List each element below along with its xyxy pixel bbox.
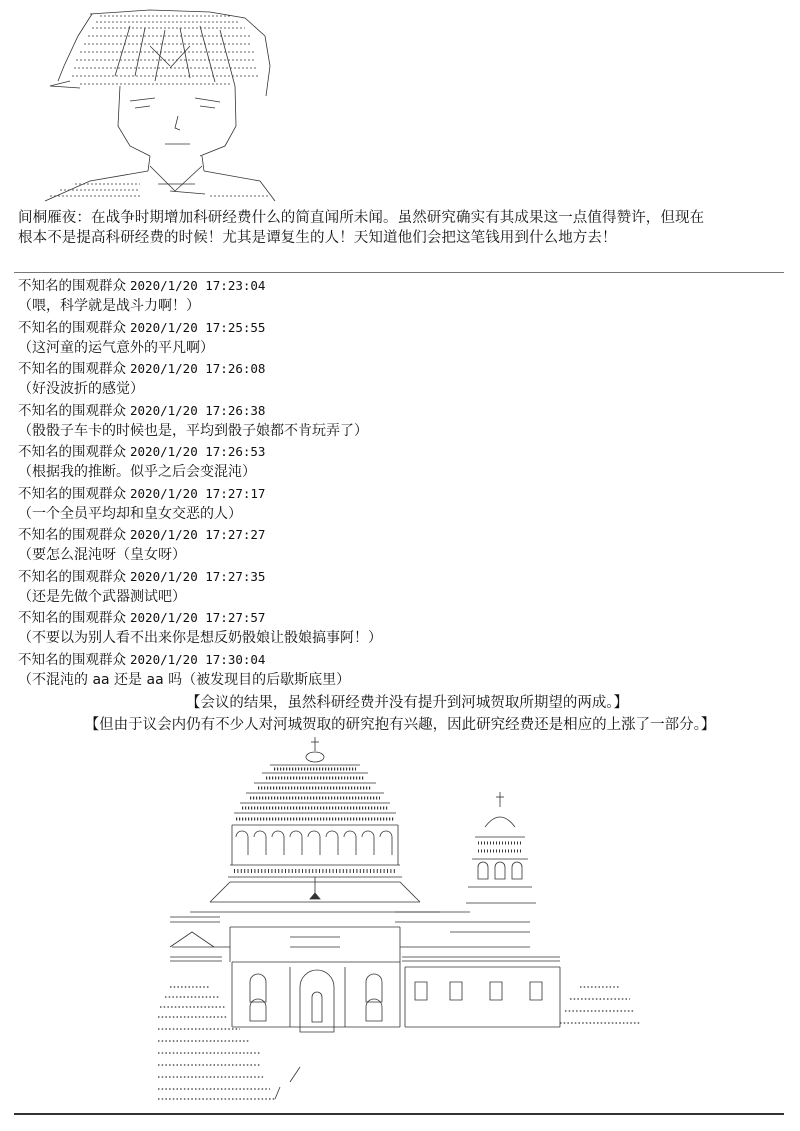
building-ascii-art (150, 737, 650, 1107)
comment-timestamp: 2020/1/20 17:26:38 (130, 402, 266, 418)
comment-list (18, 276, 788, 691)
comment-text: （不混沌的 aa 还是 aa 吗（被发现目的后歇斯底里） (18, 671, 351, 688)
comment-text: （不要以为别人看不出来你是想反奶骰娘让骰娘搞事阿！） (18, 630, 382, 646)
comment-timestamp: 2020/1/20 17:26:53 (130, 444, 266, 459)
comment-author: 不知名的围观群众 (18, 568, 126, 585)
narration-line-2: 【但由于议会内仍有不少人对河城贺取的研究抱有兴趣，因此研究经费还是相应的上涨了一部分。】 (84, 717, 716, 733)
divider-top (14, 272, 784, 273)
comment-timestamp: 2020/1/20 17:30:04 (130, 651, 266, 667)
comment-timestamp: 2020/1/20 17:23:04 (130, 278, 266, 293)
divider-bottom (14, 1113, 784, 1115)
speech-line-2: 根本不是提高科研经费的时候！尤其是谭复生的人！天知道他们会把这笔钱用到什么地方去！ (18, 230, 617, 246)
comment-author: 不知名的围观群众 (18, 319, 126, 336)
comment-text: （一个全员平均却和皇女交恶的人） (18, 505, 242, 522)
comment-timestamp: 2020/1/20 17:26:08 (130, 361, 266, 376)
comment-author: 不知名的围观群众 (18, 651, 126, 668)
comment-author: 不知名的围观群众 (18, 444, 126, 460)
comment-item (18, 442, 788, 484)
comment-author: 不知名的围观群众 (18, 610, 126, 626)
character-speech (18, 208, 788, 248)
comment-item (18, 525, 788, 567)
comment-text: （这河童的运气意外的平凡啊） (18, 339, 214, 356)
comment-item (18, 608, 788, 650)
comment-author: 不知名的围观群众 (18, 527, 126, 543)
comment-item (18, 401, 788, 443)
comment-text: （喂，科学就是战斗力啊！） (18, 298, 200, 314)
speech-line-1: 间桐雁夜：在战争时期增加科研经费什么的简直闻所未闻。虽然研究确实有其成果这一点值得赞许，但现在 (18, 210, 705, 226)
comment-text: （根据我的推断。似乎之后会变混沌） (18, 464, 256, 480)
comment-timestamp: 2020/1/20 17:25:55 (130, 319, 266, 335)
comment-item (18, 359, 788, 401)
character-ascii-art (30, 6, 280, 204)
comment-timestamp: 2020/1/20 17:27:35 (130, 568, 266, 584)
comment-item (18, 567, 788, 609)
comment-text: （要怎么混沌呀（皇女呀） (18, 547, 186, 563)
comment-text: （好没波折的感觉） (18, 381, 144, 397)
comment-text: （骰骰子车卡的时候也是，平均到骰子娘都不肯玩弄了） (18, 422, 368, 439)
comment-timestamp: 2020/1/20 17:27:17 (130, 485, 266, 501)
comment-text: （还是先做个武器测试吧） (18, 588, 186, 605)
comment-timestamp: 2020/1/20 17:27:27 (130, 527, 266, 542)
comment-item (18, 650, 788, 692)
comment-author: 不知名的围观群众 (18, 361, 126, 377)
comment-author: 不知名的围观群众 (18, 278, 126, 294)
comment-item (18, 276, 788, 318)
comment-item (18, 318, 788, 360)
comment-timestamp: 2020/1/20 17:27:57 (130, 610, 266, 625)
comment-author: 不知名的围观群众 (18, 402, 126, 419)
narration-line-1: 【会议的结果，虽然科研经费并没有提升到河城贺取所期望的两成。】 (185, 695, 629, 711)
comment-item (18, 484, 788, 526)
comment-author: 不知名的围观群众 (18, 485, 126, 502)
